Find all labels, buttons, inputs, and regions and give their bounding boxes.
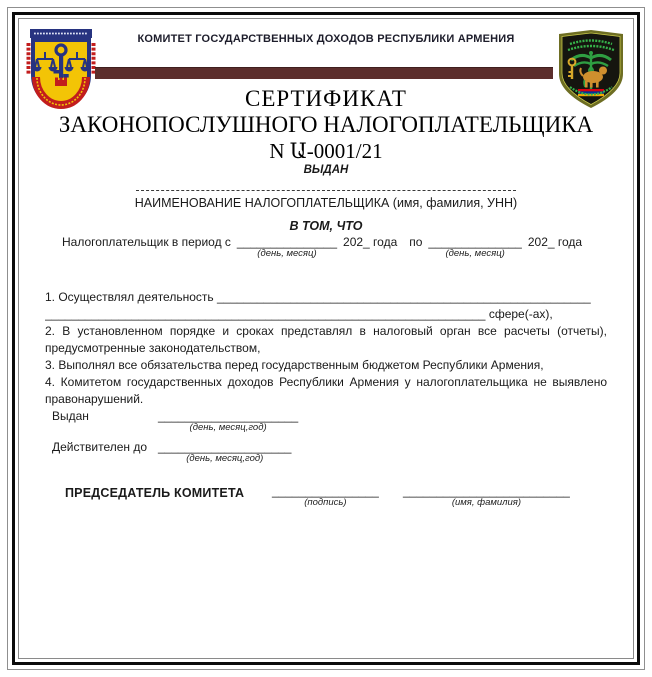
signature-caption: (подпись) [304,497,347,508]
day-month-caption: (день, месяц) [445,248,505,259]
period-po: по [409,235,423,249]
valid-until-label: Действителен до [52,440,148,454]
certificate-subtitle: ЗАКОНОПОСЛУШНОГО НАЛОГОПЛАТЕЛЬЩИКА [58,112,594,137]
period-year-2: 202_ года [527,235,583,249]
issued-date-blank: _____________________ (день, месяц,год) [158,409,299,433]
issued-label: Выдан [52,409,89,423]
period-prefix: Налогоплательщик в период с [62,235,231,249]
taxpayer-name-caption: НАИМЕНОВАНИЕ НАЛОГОПЛАТЕЛЬЩИКА (имя, фамилия, УНН) [134,196,518,210]
issued-to-label: ВЫДАН [303,164,349,176]
certificate-title: СЕРТИФИКАТ [245,86,407,111]
period-to-blank: ______________ (день, месяц) [428,235,522,259]
maroon-accent-bar [95,67,553,79]
period-from-blank: _______________ (день, месяц) [236,235,338,259]
in-that-label: В ТОМ, ЧТО [289,219,363,233]
item-3: 3. Выполнял все обязательства перед государственным бюджетом Республики Армения, [45,358,544,372]
chairman-label: ПРЕДСЕДАТЕЛЬ КОМИТЕТА [65,486,245,500]
certificate-number: N Ա-0001/21 [269,139,383,163]
item-1-line-1: 1. Осуществлял деятельность ________________________________________________________ [45,290,591,304]
signature-blank: ________________ (подпись) [272,484,379,508]
chairman-name-blank: _________________________ (имя, фамилия) [403,484,570,508]
item-4-line-1: 4. Комитетом государственных доходов Республики Армения у налогоплательщика не выявлено [45,375,607,389]
period-year-1: 202_ года [343,235,398,249]
taxpayer-name-line [136,182,516,191]
item-1-line-2: __________________________________________________________________ сфере(-ах), [45,307,553,321]
day-month-year-caption: (день, месяц,год) [186,453,264,464]
conditions-list [45,289,607,408]
valid-until-blank: ____________________ (день, месяц,год) [158,440,292,464]
name-surname-caption: (имя, фамилия) [451,497,522,508]
valid-until-row [52,440,292,464]
item-4-line-2: правонарушений. [45,392,144,406]
taxpayer-period-line [62,235,612,259]
item-2-line-2: предусмотренные законодательством, [45,341,261,355]
committee-header-title: КОМИТЕТ ГОСУДАРСТВЕННЫХ ДОХОДОВ РЕСПУБЛИКИ АРМЕНИЯ [137,33,515,45]
activity-blank-1: ________________________________________________________ [216,290,591,304]
issued-date-row [52,409,299,433]
day-month-year-caption: (день, месяц,год) [189,422,267,433]
day-month-caption: (день, месяц) [257,248,317,259]
activity-blank-2: __________________________________________________________________ [45,307,486,321]
item-2-line-1: 2. В установленном порядке и сроках представлял в налоговый орган все расчеты (отчеты), [45,324,607,338]
